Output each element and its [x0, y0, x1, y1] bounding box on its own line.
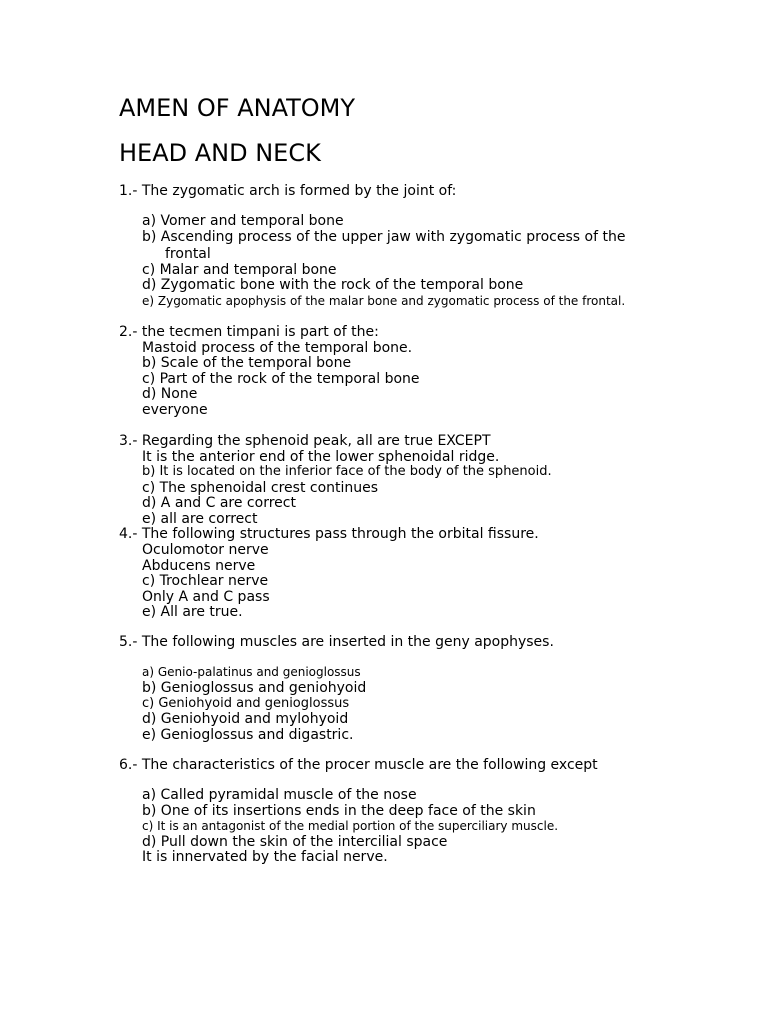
q5-option-a: a) Genio-palatinus and genioglossus: [142, 665, 361, 679]
q2-option-e: everyone: [142, 402, 208, 418]
q3-option-a: It is the anterior end of the lower sphenoidal ridge.: [142, 449, 500, 465]
q1-option-c: c) Malar and temporal bone: [142, 262, 337, 278]
q4-option-e: e) All are true.: [142, 604, 243, 620]
document-title: AMEN OF ANATOMY: [119, 94, 356, 122]
q1-option-b-continuation: frontal: [165, 246, 211, 262]
q5-option-b: b) Genioglossus and geniohyoid: [142, 680, 367, 696]
q4-option-a: Oculomotor nerve: [142, 542, 269, 558]
q2-option-d: d) None: [142, 386, 198, 402]
question-6: 6.- The characteristics of the procer muscle are the following except: [119, 757, 598, 773]
document-subtitle: HEAD AND NECK: [119, 139, 321, 167]
q2-option-c: c) Part of the rock of the temporal bone: [142, 371, 420, 387]
q6-option-c: c) It is an antagonist of the medial portion of the superciliary muscle.: [142, 819, 559, 833]
q5-option-c: c) Geniohyoid and genioglossus: [142, 696, 350, 711]
question-2: 2.- the tecmen timpani is part of the:: [119, 324, 379, 340]
q1-option-e: e) Zygomatic apophysis of the malar bone and zygomatic process of the frontal.: [142, 294, 626, 308]
q2-option-b: b) Scale of the temporal bone: [142, 355, 352, 371]
q4-option-b: Abducens nerve: [142, 558, 256, 574]
q6-option-d: d) Pull down the skin of the intercilial space: [142, 834, 448, 850]
q3-option-d: d) A and C are correct: [142, 495, 296, 511]
question-4: 4.- The following structures pass through the orbital fissure.: [119, 526, 539, 542]
q3-option-b: b) It is located on the inferior face of the body of the sphenoid.: [142, 464, 552, 479]
q3-option-e: e) all are correct: [142, 511, 258, 527]
q5-option-d: d) Geniohyoid and mylohyoid: [142, 711, 349, 727]
q6-option-a: a) Called pyramidal muscle of the nose: [142, 787, 417, 803]
q6-option-e: It is innervated by the facial nerve.: [142, 849, 388, 865]
q6-option-b: b) One of its insertions ends in the deep face of the skin: [142, 803, 536, 819]
question-5: 5.- The following muscles are inserted in the geny apophyses.: [119, 634, 554, 650]
q1-option-d: d) Zygomatic bone with the rock of the temporal bone: [142, 277, 524, 293]
question-3: 3.- Regarding the sphenoid peak, all are true EXCEPT: [119, 433, 491, 449]
q4-option-d: Only A and C pass: [142, 589, 270, 605]
question-1: 1.- The zygomatic arch is formed by the joint of:: [119, 183, 457, 199]
q1-option-a: a) Vomer and temporal bone: [142, 213, 344, 229]
q5-option-e: e) Genioglossus and digastric.: [142, 727, 354, 743]
q1-option-b: b) Ascending process of the upper jaw with zygomatic process of the: [142, 229, 626, 245]
q3-option-c: c) The sphenoidal crest continues: [142, 480, 379, 496]
q2-option-a: Mastoid process of the temporal bone.: [142, 340, 413, 356]
q4-option-c: c) Trochlear nerve: [142, 573, 269, 589]
